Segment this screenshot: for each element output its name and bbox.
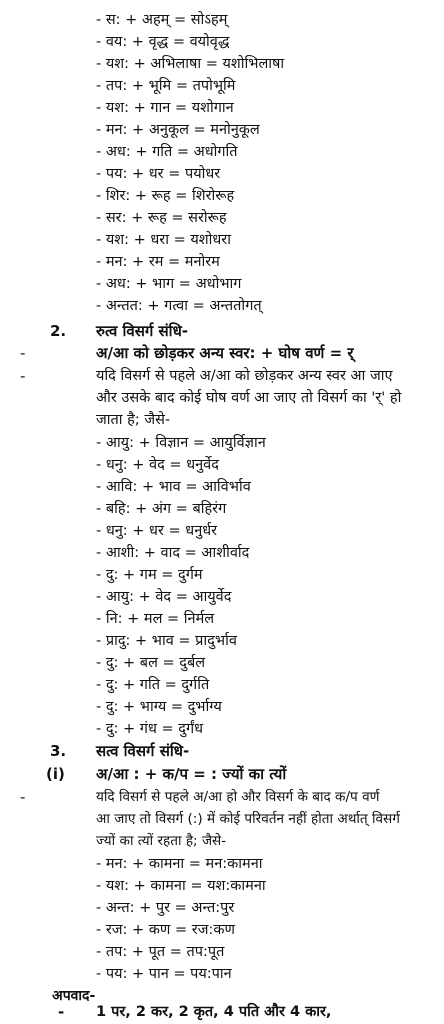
example-line: - आवि: + भाव = आविर्भाव (96, 479, 251, 495)
description-line: यदि विसर्ग से पहले अ/आ हो और विसर्ग के बाद क/प वर्ण (96, 789, 380, 805)
example-line: - स: + अहम् = सोऽहम् (96, 12, 228, 28)
section-title: रुत्व विसर्ग संधि- (96, 322, 189, 340)
example-line: - सर: + रूह = सरोरूह (96, 210, 227, 226)
example-line: - तप: + पूत = तप:पूत (96, 944, 225, 960)
example-line: - शिर: + रूह = शिरोरूह (96, 188, 235, 204)
example-line: - पय: + धर = पयोधर (96, 166, 221, 182)
subsection-number: (i) (46, 765, 65, 783)
exception-dash: - (58, 1003, 65, 1021)
example-line: - यश: + कामना = यश:कामना (96, 878, 266, 894)
example-line: - आशी: + वाद = आशीर्वाद (96, 545, 250, 561)
example-line: - दु: + गम = दुर्गम (96, 567, 203, 583)
exception-text: 1 पर, 2 कर, 2 कृत, 4 पति और 4 कार, (96, 1004, 332, 1020)
rule-dash: - (20, 344, 26, 362)
section-title: सत्व विसर्ग संधि- (96, 742, 190, 760)
rule-formula: अ/आ को छोड़कर अन्य स्वर: + घोष वर्ण = र् (96, 344, 354, 362)
section-number: 2. (50, 322, 67, 340)
example-line: - अध: + गति = अधोगति (96, 144, 238, 160)
example-line: - बहि: + अंग = बहिरंग (96, 501, 227, 517)
example-line: - पय: + पान = पय:पान (96, 966, 232, 982)
example-line: - वय: + वृद्ध = वयोवृद्ध (96, 34, 230, 50)
example-line: - तप: + भूमि = तपोभूमि (96, 78, 236, 94)
example-line: - आयु: + वेद = आयुर्वेद (96, 589, 232, 605)
section-number: 3. (50, 742, 67, 760)
example-line: - यश: + गान = यशोगान (96, 100, 234, 116)
example-line: - यश: + अभिलाषा = यशोभिलाषा (96, 56, 285, 72)
example-line: - मन: + अनुकूल = मनोनुकूल (96, 122, 260, 138)
description-line: आ जाए तो विसर्ग (:) में कोई परिवर्तन नहीं होता अर्थात् विसर्ग (96, 811, 400, 827)
rule-formula: अ/आ : + क/प = : ज्यों का त्यों (96, 765, 287, 783)
example-line: - आयु: + विज्ञान = आयुर्विज्ञान (96, 435, 266, 451)
example-line: - दु: + बल = दुर्बल (96, 655, 206, 671)
example-line: - नि: + मल = निर्मल (96, 611, 215, 627)
example-line: - दु: + भाग्य = दुर्भाग्य (96, 699, 222, 715)
description-line: ज्यों का त्यों रहता है; जैसे- (96, 833, 227, 849)
example-line: - मन: + रम = मनोरम (96, 254, 220, 270)
example-line: - दु: + गंध = दुर्गंध (96, 721, 204, 737)
example-line: - अन्तत: + गत्वा = अन्ततोगत् (96, 298, 262, 314)
description-line: यदि विसर्ग से पहले अ/आ को छोड़कर अन्य स्वर आ जाए (96, 368, 393, 384)
example-line: - धनु: + वेद = धनुर्वेद (96, 457, 219, 473)
description-line: और उसके बाद कोई घोष वर्ण आ जाए तो विसर्ग का 'र्' हो (96, 390, 402, 406)
exception-title: अपवाद- (52, 988, 96, 1004)
description-dash: - (20, 788, 26, 806)
example-line: - दु: + गति = दुर्गति (96, 677, 210, 693)
example-line: - यश: + धरा = यशोधरा (96, 232, 231, 248)
example-line: - मन: + कामना = मन:कामना (96, 856, 263, 872)
example-line: - धनु: + धर = धनुर्धर (96, 523, 218, 539)
description-dash: - (20, 367, 26, 385)
example-line: - अध: + भाग = अधोभाग (96, 276, 242, 292)
example-line: - रज: + कण = रज:कण (96, 922, 235, 938)
example-line: - अन्त: + पुर = अन्त:पुर (96, 900, 235, 916)
description-line: जाता है; जैसे- (96, 412, 171, 428)
example-line: - प्रादु: + भाव = प्रादुर्भाव (96, 633, 237, 649)
